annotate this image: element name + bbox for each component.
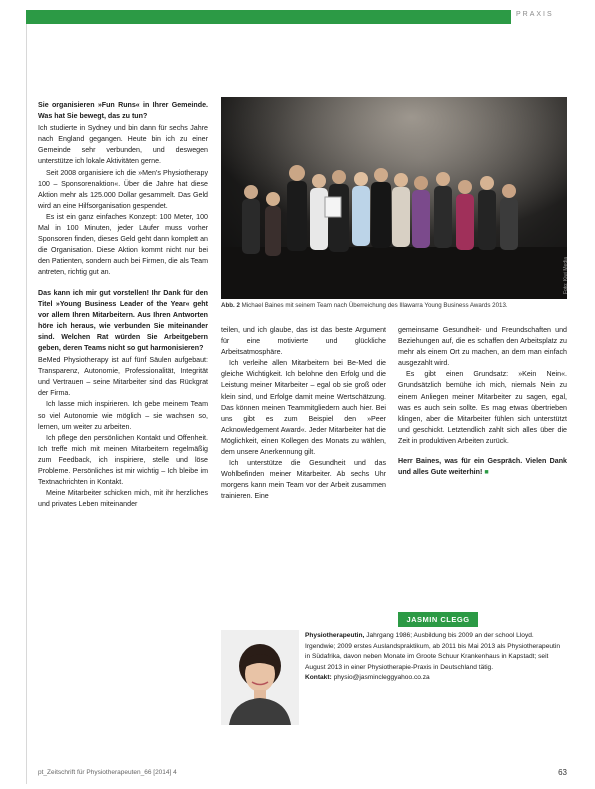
- section-label: PRAXIS: [516, 11, 554, 18]
- answer-paragraph: teilen, und ich glaube, das ist das beste Argument für eine motivierte und glückliche Arbeitsatmosphäre.: [221, 326, 386, 357]
- interview-question: Das kann ich mir gut vorstellen! Ihr Dank für den Titel »Young Business Leader of the Year« geht vor allem Ihren Mitarbeitern. Aus Ihren Antworten höre ich heraus, wie verbunden Sie miteinander sind. Welchen Rat würden Sie Arbeitgebern geben, deren Teams nicht so gut harmonisieren?: [38, 288, 208, 352]
- page-footer: [26, 768, 567, 780]
- bio-contact-label: Kontakt:: [305, 674, 332, 681]
- answer-paragraph: Ich verleihe allen Mitarbeitern bei Be-Med die gleiche Wichtigkeit. Ich belohne den Erfolg und die Leistung meiner Mitarbeiter – egal ob sie groß oder klein sind, und Erfolge damit meine Wertschätzung. Das können meinen Teammitgliedern auch hier. Bei uns gibt es zum Beispiel den »Peer Acknowledgement Award«. Jeder Mitarbeiter hat die Möglichkeit, einen Kollegen des Monats zu wählen, dem unsere Anerkennung gilt.: [221, 359, 386, 457]
- header-color-bar: [26, 10, 511, 24]
- answer-paragraph: Meine Mitarbeiter schicken mich, mit ihr herzliches und privates Leben miteinander: [38, 489, 208, 509]
- author-name-tag: JASMIN CLEGG: [398, 612, 478, 627]
- author-portrait: [221, 630, 299, 725]
- photo-credit: Foto: Kiwi Media: [563, 257, 569, 294]
- article-column-3: [398, 325, 567, 478]
- journal-reference: pt_Zeitschrift für Physiotherapeuten_66 [2014] 4: [38, 769, 177, 776]
- closing-question: [398, 456, 567, 478]
- team-photo: [221, 97, 567, 299]
- page-number: 63: [558, 768, 567, 777]
- answer-paragraph: BeMed Physiotherapy ist auf fünf Säulen aufgebaut: Transparenz, Autonomie, Professionalität, Integrität und Vertrauen – seine Mitarbeiter sind das Rückgrat der Firma.: [38, 356, 208, 398]
- end-mark-icon: ■: [484, 468, 489, 477]
- answer-paragraph: Seit 2008 organisiere ich die »Men’s Physiotherapy 100 – Sponsorenaktion«. Über die Jahre hat diese Aktion mehr als 125.000 Dollar gesammelt. Das Geld wird an eine Hilfsorganisation gespendet.: [38, 168, 208, 210]
- answer-paragraph: Es ist ein ganz einfaches Konzept: 100 Meter, 100 Mal in 100 Minuten, jeder Läufer muss vorher Sponsoren finden, dieses Geld geht dann komplett an die Organisation. Diese Aktion kommt nicht nur bei den Patienten, sondern auch bei Firmen, die als Team antreten, richtig gut an.: [38, 212, 208, 277]
- author-bio: [221, 612, 567, 762]
- team-photo-illustration: [221, 97, 567, 299]
- author-bio-text: [305, 631, 565, 684]
- caption-text: Michael Baines mit seinem Team nach Überreichung des Illawarra Young Business Awards 2013.: [241, 302, 508, 309]
- answer-paragraph: Ich studierte in Sydney und bin dann für sechs Jahre nach England gegangen. Heute bin ich zu einer Gemeinde sehr verbunden, und deswegen unterstütze ich lokale Aktivitäten gerne.: [38, 124, 208, 166]
- answer-paragraph: Es gibt einen Grundsatz: »Kein Nein«. Grundsätzlich bemühe ich mich, niemals Nein zu einem Anliegen meiner Mitarbeiter zu sagen, egal, was es auch sein sollte. Es mag etwas übertrieben klingen, aber die Mitarbeiter fühlen sich unterstützt und geschickt. Letztendlich zahlt sich alles über die Zeit in produktiven Arbeiten zurück.: [398, 370, 567, 445]
- margin-rule: [26, 24, 27, 784]
- answer-paragraph: Ich unterstütze die Gesundheit und das Wohlbefinden meiner Mitarbeiter. Ab sechs Uhr morgens kann mein Team vor der Arbeit zusammen trainieren. Eine: [221, 459, 386, 501]
- answer-paragraph: Ich lasse mich inspirieren. Ich gebe meinem Team so viel Autonomie wie möglich – sie wachsen so, lernen, um weiter zu arbeiten.: [38, 400, 208, 431]
- answer-paragraph: Ich pflege den persönlichen Kontakt und Offenheit. Ich treffe mich mit meinen Mitarbeitern regelmäßig zum Feedback, ich inspiriere, stelle und löse Probleme. Persönliches ist mir wichtig – Ich bleibe im Textnachrichten in Kontakt.: [38, 433, 208, 487]
- article-column-1: [38, 100, 208, 510]
- interview-question: Sie organisieren »Fun Runs« in Ihrer Gemeinde. Was hat Sie bewegt, das zu tun?: [38, 101, 208, 121]
- article-column-2: [221, 325, 386, 503]
- page-header: [0, 0, 595, 34]
- bio-contact-email[interactable]: physio@jasmincleggyahoo.co.za: [333, 674, 430, 681]
- bio-body: Jahrgang 1986; Ausbildung bis 2009 an der school Lloyd. Irgendwie; 2009 erstes Auslandspraktikum, ab 2011 bis Mai 2013 als Physiotherapeutin in Südafrika, davon neben Monate im Groote Schuur Krankenhaus in Kapstadt; seit August 2013 in einer Physiotherapie-Praxis in Deutschland tätig.: [305, 632, 560, 671]
- answer-paragraph: gemeinsame Gesundheit- und Freundschaften und Beziehungen auf, die es schaffen den Arbeitsplatz zu mehr als einem Ort zu machen, an dem man einfach ausgezahlt wird.: [398, 326, 567, 368]
- author-portrait-illustration: [221, 630, 299, 725]
- closing-text: Herr Baines, was für ein Gespräch. Vielen Dank und alles Gute weiterhin!: [398, 457, 567, 477]
- caption-label: Abb. 2: [221, 302, 240, 309]
- photo-caption: [221, 302, 567, 311]
- bio-label: Physiotherapeutin,: [305, 632, 365, 639]
